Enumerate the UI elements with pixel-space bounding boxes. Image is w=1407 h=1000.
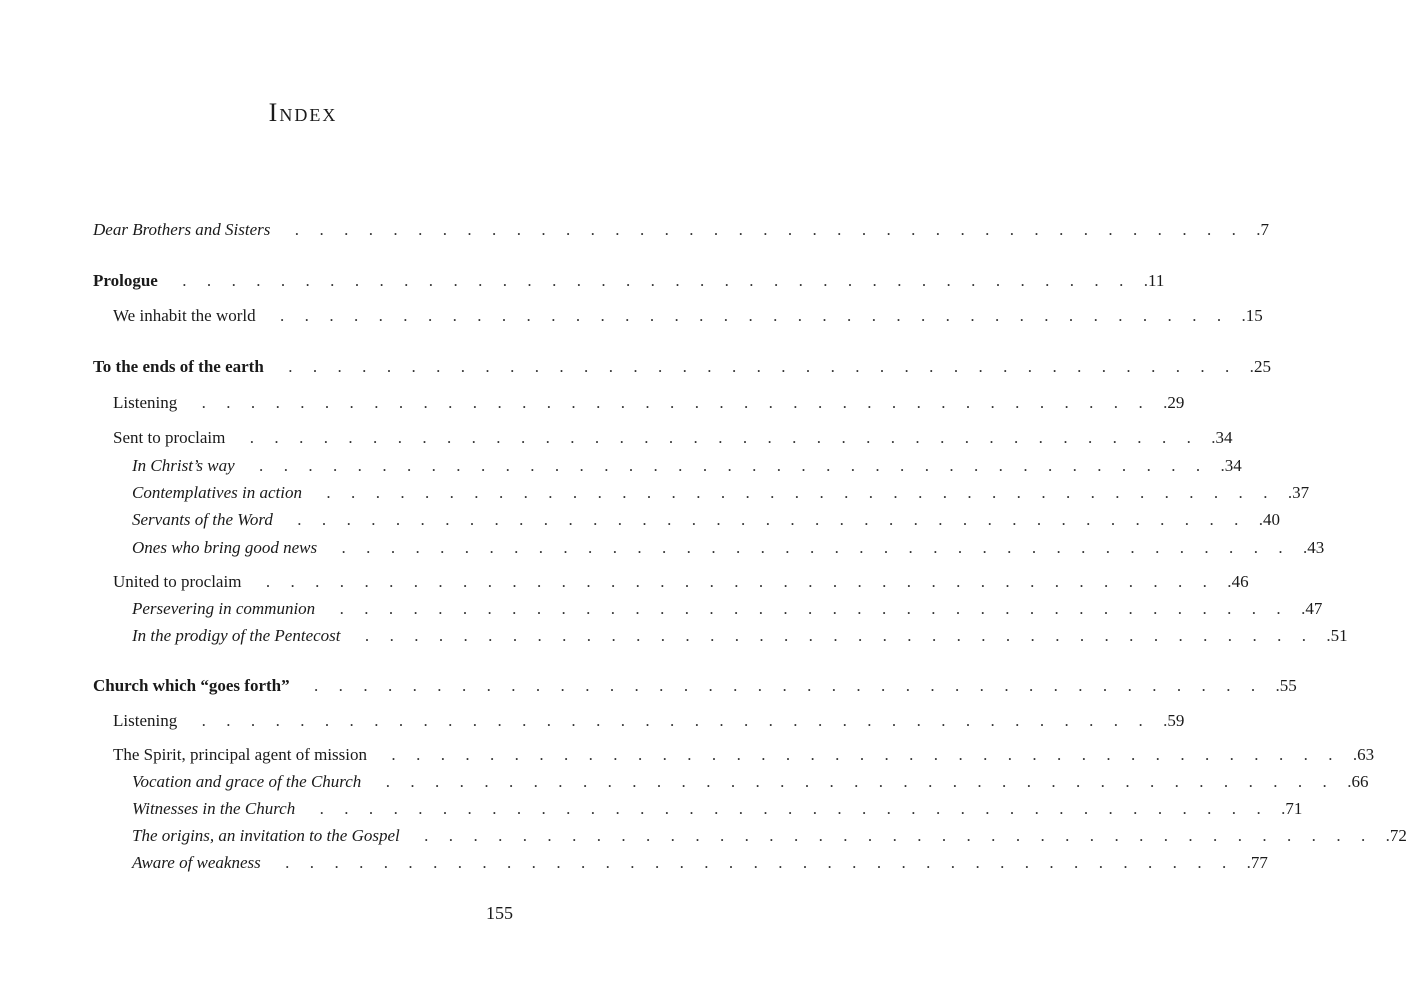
entry-page-number: 29: [1167, 393, 1185, 412]
index-entry: [132, 482, 1310, 504]
index-entry: [113, 571, 1249, 593]
entry-title: Sent to proclaim: [113, 428, 226, 447]
index-entry: [132, 852, 1268, 874]
index-entry: [132, 455, 1242, 477]
entry-page-number: 77: [1250, 853, 1268, 872]
dot-leader: . . . . . . . . . . . . . . . . . . . . . . . . . . . . . . . . . . . . . . . .: [403, 826, 1390, 845]
dot-leader: . . . . . . . . . . . . . . . . . . . . . . . . . . . . . . . . . . . . . . . .: [305, 483, 1293, 502]
index-entry: [93, 356, 1271, 378]
entry-title: Witnesses in the Church: [132, 799, 296, 818]
index-entry: [132, 798, 1303, 820]
page-number: 155: [486, 903, 513, 923]
entry-page-number: 43: [1307, 538, 1325, 557]
entry-title: Ones who bring good news: [132, 538, 318, 557]
dot-leader: . . . . . . . . . . . . . . . . . . . . . . . . . . . . . . . . . . . . . . . .: [365, 772, 1352, 791]
dot-leader: . . . . . . . . . . . . . . . . . . . . . . . . . . . . . . . . . . . . . . . .: [259, 306, 1246, 325]
entry-page-number: 72: [1389, 826, 1407, 845]
entry-title: Listening: [113, 393, 178, 412]
entry-title: Listening: [113, 711, 178, 730]
index-entry: [132, 598, 1323, 620]
dot-leader: . . . . . . . . . . . . . . . . . . . . . . . . . . . . . . . . . . . . . . . .: [238, 456, 1225, 475]
entry-title: Vocation and grace of the Church: [132, 772, 362, 791]
dot-leader: . . . . . . . . . . . . . . . . . . . . . . . . . . . . . . . . . . . . . . . .: [267, 357, 1254, 376]
dot-leader: . . . . . . . . . . . . . . . . . . . . . . . . . . . . . . . . . . . . . . . .: [299, 799, 1286, 818]
index-entry: [93, 675, 1297, 697]
dot-leader: . . . . . . . . . . . . . . . . . . . . . . . . . . . . . . . . . . . . . . . .: [161, 271, 1148, 290]
dot-leader: . . . . . . . . . . . . . . . . . . . . . . . . . . . . . . . . . . . . . . . .: [371, 745, 1358, 764]
entry-page-number: 63: [1357, 745, 1375, 764]
dot-leader: . . . . . . . . . . . . . . . . . . . . . . . . . . . . . . . . . . . . . . . .: [274, 220, 1261, 239]
index-entry: [132, 825, 1407, 847]
entry-page-number: 47: [1305, 599, 1323, 618]
index-entry: [132, 509, 1281, 531]
entry-title: Prologue: [93, 271, 158, 290]
entry-title: In Christ’s way: [132, 456, 235, 475]
dot-leader: . . . . . . . . . . . . . . . . . . . . . . . . . . . . . . . . . . . . . . . .: [229, 428, 1216, 447]
dot-leader: . . . . . . . . . . . . . . . . . . . . . . . . . . . . . . . . . . . . . . . .: [344, 626, 1331, 645]
entry-page-number: 37: [1292, 483, 1310, 502]
page-title: Index: [268, 98, 338, 127]
entry-page-number: 34: [1215, 428, 1233, 447]
dot-leader: . . . . . . . . . . . . . . . . . . . . . . . . . . . . . . . . . . . . . . . .: [319, 599, 1306, 618]
dot-leader: . . . . . . . . . . . . . . . . . . . . . . . . . . . . . . . . . . . . . . . .: [181, 711, 1168, 730]
entry-page-number: 51: [1330, 626, 1348, 645]
entry-page-number: 7: [1260, 220, 1270, 239]
index-entry: [113, 392, 1185, 414]
index-entry: [113, 427, 1233, 449]
entry-title: To the ends of the earth: [93, 357, 264, 376]
dot-leader: . . . . . . . . . . . . . . . . . . . . . . . . . . . . . . . . . . . . . . . .: [321, 538, 1308, 557]
entry-page-number: 40: [1263, 510, 1281, 529]
entry-title: Persevering in communion: [132, 599, 316, 618]
entry-page-number: 71: [1285, 799, 1303, 818]
index-entry: [113, 744, 1375, 766]
entry-page-number: 15: [1245, 306, 1263, 325]
entry-page-number: 25: [1253, 357, 1271, 376]
index-entry: [132, 771, 1369, 793]
index-entry: [93, 219, 1270, 241]
dot-leader: . . . . . . . . . . . . . . . . . . . . . . . . . . . . . . . . . . . . . . . .: [264, 853, 1251, 872]
entry-title: Contemplatives in action: [132, 483, 302, 502]
dot-leader: . . . . . . . . . . . . . . . . . . . . . . . . . . . . . . . . . . . . . . . .: [293, 676, 1280, 695]
index-entry: [93, 270, 1165, 292]
entry-title: Aware of weakness: [132, 853, 261, 872]
entry-title: Dear Brothers and Sisters: [93, 220, 271, 239]
entry-title: We inhabit the world: [113, 306, 256, 325]
entry-page-number: 55: [1279, 676, 1297, 695]
entry-title: The Spirit, principal agent of mission: [113, 745, 368, 764]
dot-leader: . . . . . . . . . . . . . . . . . . . . . . . . . . . . . . . . . . . . . . . .: [181, 393, 1168, 412]
entry-page-number: 66: [1351, 772, 1369, 791]
entry-page-number: 34: [1224, 456, 1242, 475]
index-entry: [132, 625, 1348, 647]
entry-page-number: 46: [1231, 572, 1249, 591]
entry-title: United to proclaim: [113, 572, 242, 591]
dot-leader: . . . . . . . . . . . . . . . . . . . . . . . . . . . . . . . . . . . . . . . .: [276, 510, 1264, 529]
index-entry: [132, 537, 1325, 559]
entry-page-number: 11: [1148, 271, 1165, 290]
dot-leader: . . . . . . . . . . . . . . . . . . . . . . . . . . . . . . . . . . . . . . . .: [245, 572, 1232, 591]
entry-title: In the prodigy of the Pentecost: [132, 626, 341, 645]
index-entry: [113, 305, 1263, 327]
index-entry: [113, 710, 1185, 732]
entry-page-number: 59: [1167, 711, 1185, 730]
entry-title: The origins, an invitation to the Gospel: [132, 826, 400, 845]
entry-title: Church which “goes forth”: [93, 676, 290, 695]
entry-title: Servants of the Word: [132, 510, 273, 529]
